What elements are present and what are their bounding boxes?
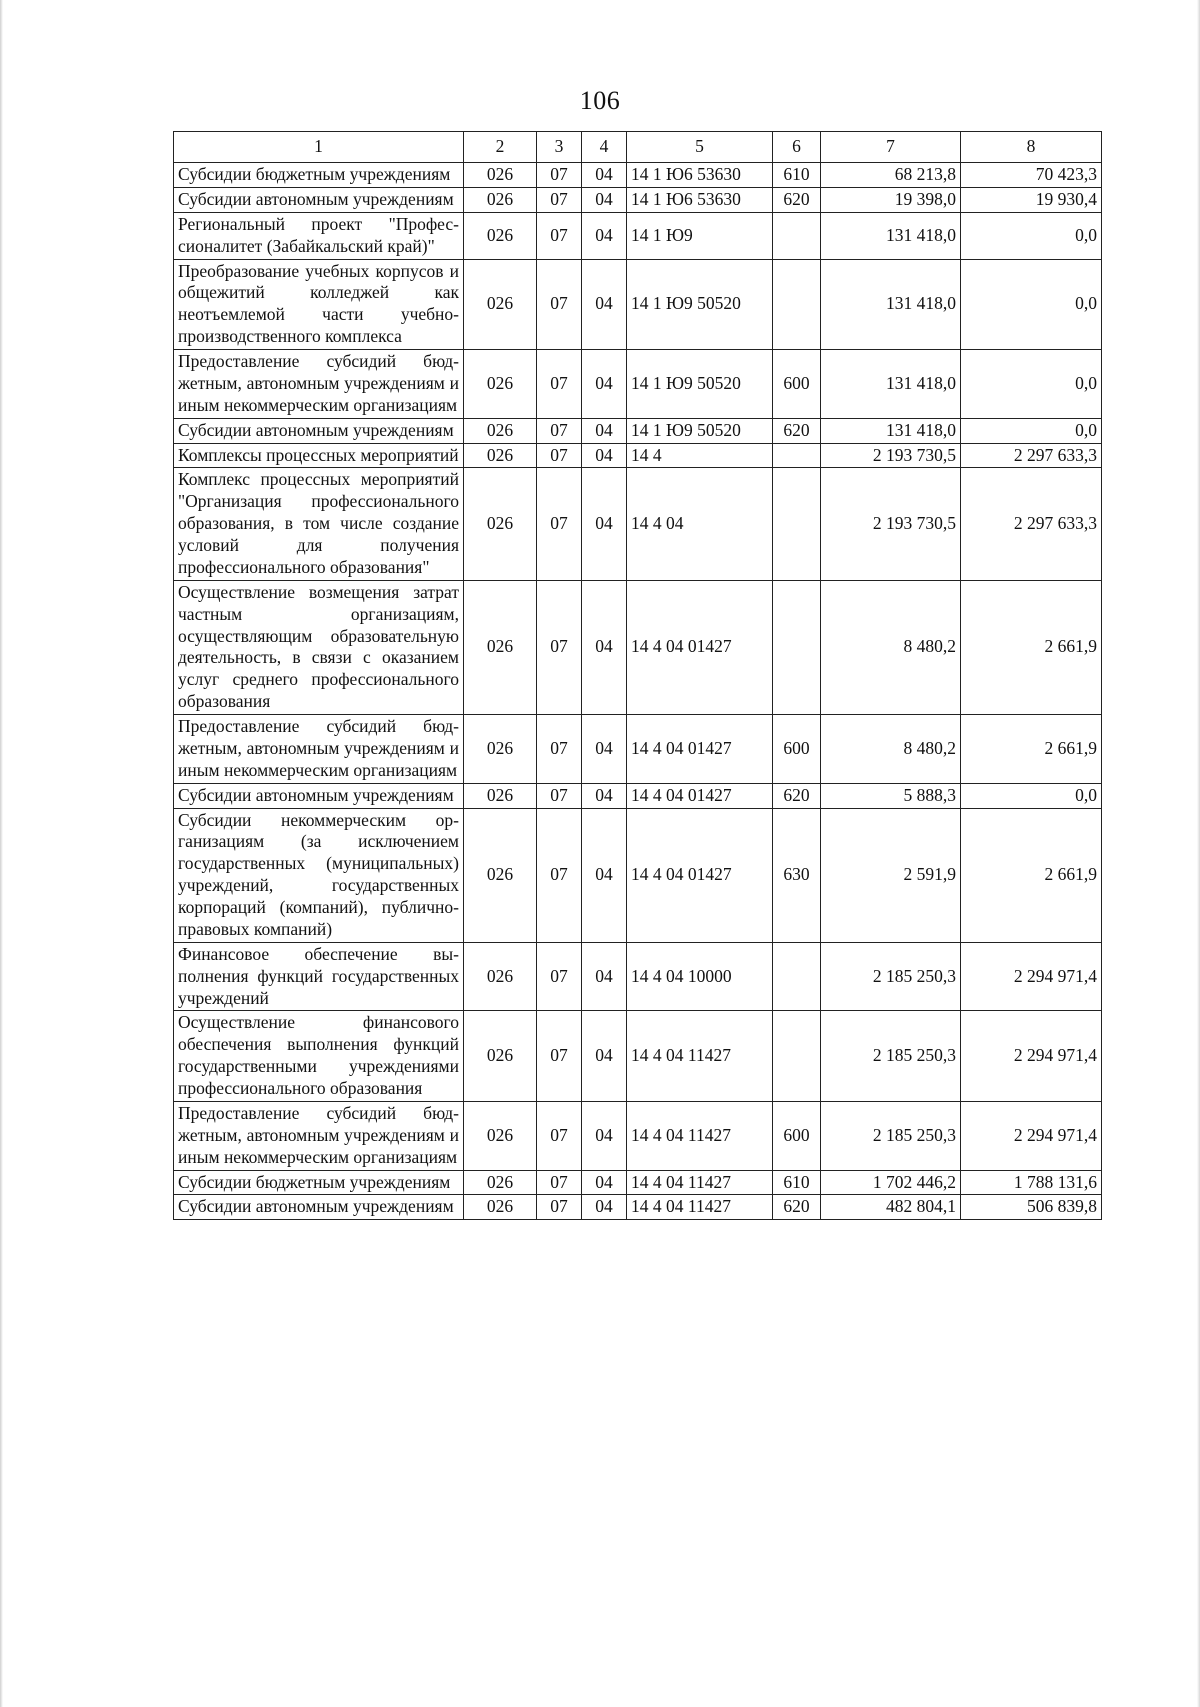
amount-year2-cell: 0,0: [961, 418, 1102, 443]
target-article-cell: 14 1 Ю9 50520: [627, 350, 773, 419]
target-article-cell: 14 1 Ю9 50520: [627, 259, 773, 350]
target-article-cell: 14 4 04 11427: [627, 1195, 773, 1220]
subsection-cell: 04: [582, 808, 627, 942]
table-body: [174, 163, 1102, 1220]
item-name-cell: Субсидии автономным учреждениям: [174, 418, 464, 443]
ministry-code-cell: 026: [464, 808, 537, 942]
amount-year2-cell: 19 930,4: [961, 187, 1102, 212]
amount-year2-cell: 2 294 971,4: [961, 942, 1102, 1011]
column-header: 7: [821, 132, 961, 163]
section-cell: 07: [537, 443, 582, 468]
item-name-cell: Субсидии автономным учреждениям: [174, 783, 464, 808]
amount-year1-cell: 8 480,2: [821, 715, 961, 784]
item-name-cell: Предоставление субсидий бюджетным, автономным учреждениям и иным некоммерческим организациям: [174, 715, 464, 784]
ministry-code-cell: 026: [464, 259, 537, 350]
ministry-code-cell: 026: [464, 1170, 537, 1195]
amount-year1-cell: 131 418,0: [821, 212, 961, 259]
subsection-cell: 04: [582, 1011, 627, 1102]
amount-year1-cell: 5 888,3: [821, 783, 961, 808]
target-article-cell: 14 4 04 11427: [627, 1101, 773, 1170]
target-article-cell: 14 4 04 01427: [627, 783, 773, 808]
expense-type-cell: 620: [773, 187, 821, 212]
section-cell: 07: [537, 418, 582, 443]
expense-type-cell: 620: [773, 1195, 821, 1220]
expense-type-cell: 630: [773, 808, 821, 942]
item-name-cell: Субсидии некоммерческим организациям (за исключением государственных (муниципальных) учреждений, государственных корпораций (компаний), публично-правовых компаний): [174, 808, 464, 942]
expense-type-cell: 600: [773, 1101, 821, 1170]
amount-year2-cell: 0,0: [961, 212, 1102, 259]
table-row: [174, 212, 1102, 259]
subsection-cell: 04: [582, 1101, 627, 1170]
table-row: [174, 1101, 1102, 1170]
table-row: [174, 1011, 1102, 1102]
amount-year2-cell: 0,0: [961, 350, 1102, 419]
ministry-code-cell: 026: [464, 212, 537, 259]
ministry-code-cell: 026: [464, 942, 537, 1011]
target-article-cell: 14 1 Ю6 53630: [627, 163, 773, 188]
scan-edge-left: [0, 0, 3, 1707]
table-row: [174, 163, 1102, 188]
subsection-cell: 04: [582, 443, 627, 468]
amount-year2-cell: 70 423,3: [961, 163, 1102, 188]
section-cell: 07: [537, 715, 582, 784]
amount-year2-cell: 2 661,9: [961, 808, 1102, 942]
amount-year2-cell: 2 294 971,4: [961, 1011, 1102, 1102]
amount-year1-cell: 2 185 250,3: [821, 1011, 961, 1102]
item-name-cell: Предоставление субсидий бюджетным, автономным учреждениям и иным некоммерческим организациям: [174, 350, 464, 419]
expense-type-cell: [773, 468, 821, 580]
table-row: [174, 715, 1102, 784]
table-row: [174, 1195, 1102, 1220]
expense-type-cell: [773, 942, 821, 1011]
table-row: [174, 808, 1102, 942]
section-cell: 07: [537, 942, 582, 1011]
target-article-cell: 14 4 04 01427: [627, 808, 773, 942]
amount-year2-cell: 1 788 131,6: [961, 1170, 1102, 1195]
ministry-code-cell: 026: [464, 1195, 537, 1220]
table-row: [174, 418, 1102, 443]
column-header: 2: [464, 132, 537, 163]
expense-type-cell: [773, 580, 821, 714]
table-row: [174, 350, 1102, 419]
expense-type-cell: [773, 1011, 821, 1102]
target-article-cell: 14 1 Ю9 50520: [627, 418, 773, 443]
amount-year2-cell: 2 297 633,3: [961, 468, 1102, 580]
ministry-code-cell: 026: [464, 163, 537, 188]
expense-type-cell: 610: [773, 1170, 821, 1195]
section-cell: 07: [537, 580, 582, 714]
expense-type-cell: [773, 443, 821, 468]
budget-table: [173, 131, 1102, 1220]
table-row: [174, 468, 1102, 580]
table-row: [174, 942, 1102, 1011]
target-article-cell: 14 4 04 11427: [627, 1011, 773, 1102]
item-name-cell: Субсидии бюджетным учреждениям: [174, 1170, 464, 1195]
column-header: 6: [773, 132, 821, 163]
section-cell: 07: [537, 212, 582, 259]
subsection-cell: 04: [582, 350, 627, 419]
amount-year1-cell: 131 418,0: [821, 259, 961, 350]
amount-year2-cell: 506 839,8: [961, 1195, 1102, 1220]
section-cell: 07: [537, 1170, 582, 1195]
ministry-code-cell: 026: [464, 443, 537, 468]
amount-year1-cell: 2 193 730,5: [821, 468, 961, 580]
item-name-cell: Предоставление субсидий бюджетным, автономным учреждениям и иным некоммерческим организациям: [174, 1101, 464, 1170]
section-cell: 07: [537, 163, 582, 188]
ministry-code-cell: 026: [464, 350, 537, 419]
ministry-code-cell: 026: [464, 1101, 537, 1170]
amount-year1-cell: 482 804,1: [821, 1195, 961, 1220]
item-name-cell: Осуществление возмещения затрат частным организациям, осуществляющим образовательную деятельность, в связи с оказанием услуг среднего профессионального образования: [174, 580, 464, 714]
subsection-cell: 04: [582, 418, 627, 443]
table-row: [174, 443, 1102, 468]
target-article-cell: 14 4 04 11427: [627, 1170, 773, 1195]
amount-year2-cell: 2 297 633,3: [961, 443, 1102, 468]
target-article-cell: 14 4 04: [627, 468, 773, 580]
target-article-cell: 14 1 Ю9: [627, 212, 773, 259]
amount-year2-cell: 0,0: [961, 783, 1102, 808]
amount-year2-cell: 2 661,9: [961, 580, 1102, 714]
item-name-cell: Комплекс процессных мероприятий "Организация профессионального образования, в том числе создание условий для получения профессионального образования": [174, 468, 464, 580]
subsection-cell: 04: [582, 715, 627, 784]
table-row: [174, 259, 1102, 350]
target-article-cell: 14 4 04 01427: [627, 715, 773, 784]
target-article-cell: 14 1 Ю6 53630: [627, 187, 773, 212]
column-header: 3: [537, 132, 582, 163]
expense-type-cell: [773, 259, 821, 350]
ministry-code-cell: 026: [464, 418, 537, 443]
amount-year2-cell: 2 661,9: [961, 715, 1102, 784]
subsection-cell: 04: [582, 187, 627, 212]
amount-year1-cell: 19 398,0: [821, 187, 961, 212]
item-name-cell: Субсидии автономным учреждениям: [174, 1195, 464, 1220]
ministry-code-cell: 026: [464, 783, 537, 808]
ministry-code-cell: 026: [464, 1011, 537, 1102]
column-header: 5: [627, 132, 773, 163]
amount-year1-cell: 2 193 730,5: [821, 443, 961, 468]
section-cell: 07: [537, 1101, 582, 1170]
subsection-cell: 04: [582, 468, 627, 580]
header-row: [174, 132, 1102, 163]
section-cell: 07: [537, 187, 582, 212]
item-name-cell: Финансовое обеспечение выполнения функций государственных учреждений: [174, 942, 464, 1011]
amount-year1-cell: 2 185 250,3: [821, 942, 961, 1011]
amount-year1-cell: 1 702 446,2: [821, 1170, 961, 1195]
column-header: 1: [174, 132, 464, 163]
subsection-cell: 04: [582, 783, 627, 808]
item-name-cell: Преобразование учебных корпусов и общежитий колледжей как неотъемлемой части учебно-производственного комплекса: [174, 259, 464, 350]
subsection-cell: 04: [582, 1170, 627, 1195]
amount-year1-cell: 131 418,0: [821, 418, 961, 443]
ministry-code-cell: 026: [464, 187, 537, 212]
section-cell: 07: [537, 808, 582, 942]
section-cell: 07: [537, 468, 582, 580]
amount-year1-cell: 68 213,8: [821, 163, 961, 188]
amount-year1-cell: 8 480,2: [821, 580, 961, 714]
table-row: [174, 1170, 1102, 1195]
expense-type-cell: 600: [773, 350, 821, 419]
expense-type-cell: 610: [773, 163, 821, 188]
subsection-cell: 04: [582, 1195, 627, 1220]
amount-year1-cell: 2 185 250,3: [821, 1101, 961, 1170]
item-name-cell: Субсидии бюджетным учреждениям: [174, 163, 464, 188]
expense-type-cell: [773, 212, 821, 259]
target-article-cell: 14 4 04 01427: [627, 580, 773, 714]
ministry-code-cell: 026: [464, 580, 537, 714]
target-article-cell: 14 4: [627, 443, 773, 468]
amount-year1-cell: 2 591,9: [821, 808, 961, 942]
subsection-cell: 04: [582, 212, 627, 259]
item-name-cell: Осуществление финансового обеспечения выполнения функций государственными учреждениями профессионального образования: [174, 1011, 464, 1102]
amount-year2-cell: 2 294 971,4: [961, 1101, 1102, 1170]
target-article-cell: 14 4 04 10000: [627, 942, 773, 1011]
expense-type-cell: 620: [773, 783, 821, 808]
section-cell: 07: [537, 259, 582, 350]
subsection-cell: 04: [582, 580, 627, 714]
subsection-cell: 04: [582, 259, 627, 350]
section-cell: 07: [537, 783, 582, 808]
subsection-cell: 04: [582, 942, 627, 1011]
expense-type-cell: 620: [773, 418, 821, 443]
column-header: 4: [582, 132, 627, 163]
page-number: 106: [579, 86, 621, 115]
ministry-code-cell: 026: [464, 468, 537, 580]
section-cell: 07: [537, 350, 582, 419]
section-cell: 07: [537, 1195, 582, 1220]
item-name-cell: Комплексы процессных мероприятий: [174, 443, 464, 468]
amount-year2-cell: 0,0: [961, 259, 1102, 350]
table-row: [174, 783, 1102, 808]
section-cell: 07: [537, 1011, 582, 1102]
ministry-code-cell: 026: [464, 715, 537, 784]
table-row: [174, 580, 1102, 714]
table-row: [174, 187, 1102, 212]
amount-year1-cell: 131 418,0: [821, 350, 961, 419]
item-name-cell: Субсидии автономным учреждениям: [174, 187, 464, 212]
column-header: 8: [961, 132, 1102, 163]
subsection-cell: 04: [582, 163, 627, 188]
expense-type-cell: 600: [773, 715, 821, 784]
item-name-cell: Региональный проект "Профессионалитет (Забайкальский край)": [174, 212, 464, 259]
